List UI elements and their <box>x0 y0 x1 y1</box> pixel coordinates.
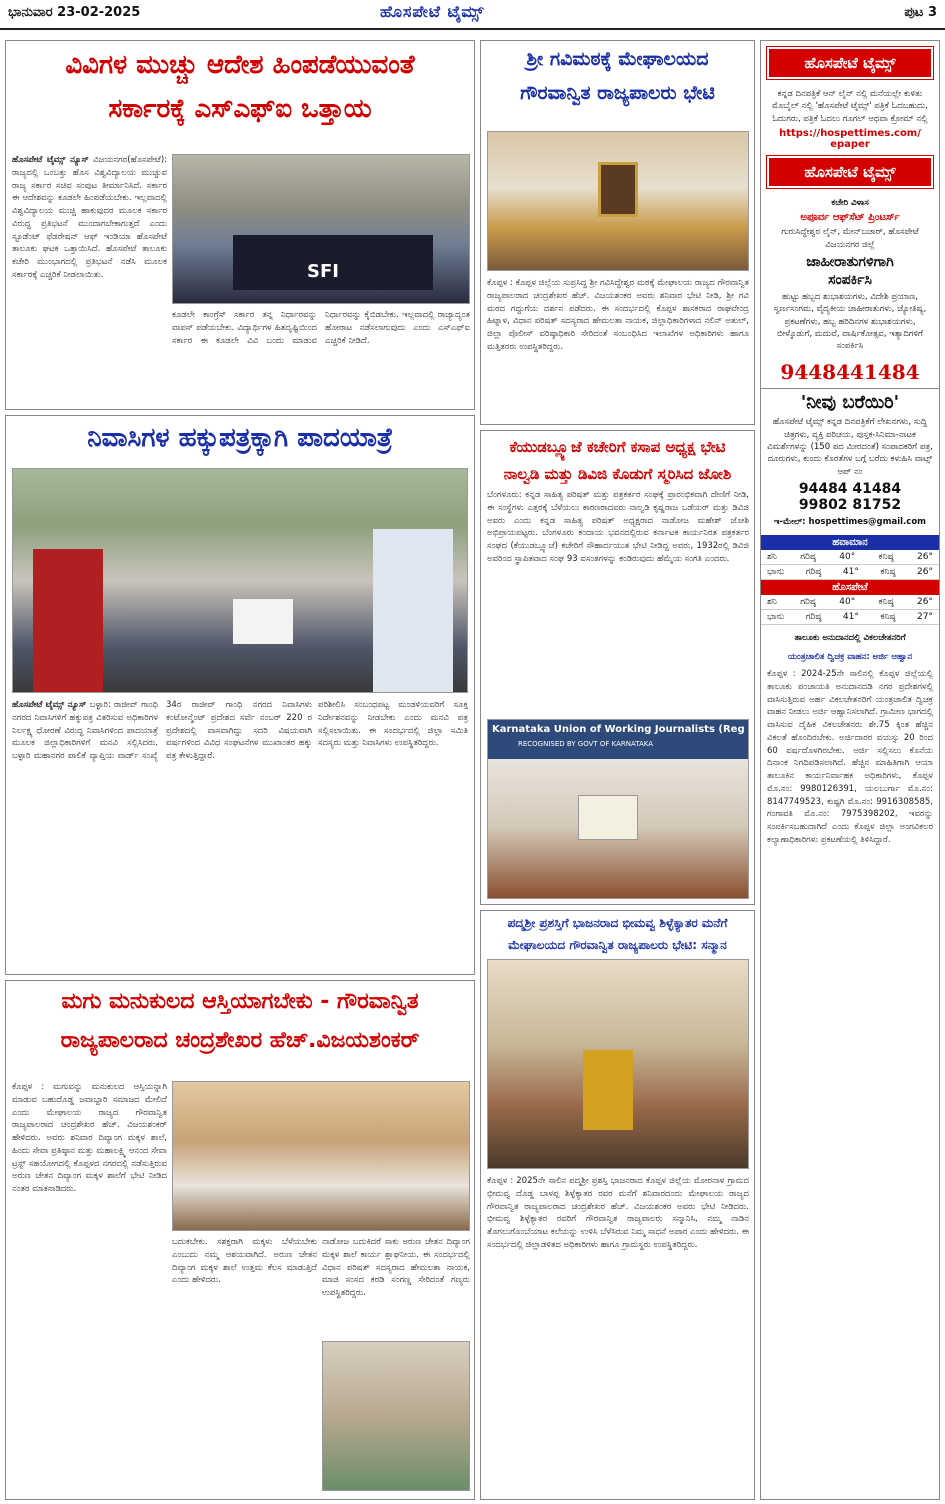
weather-day: ಭಾನು <box>767 612 785 623</box>
article-child-headline-2: ರಾಜ್ಯಪಾಲರಾದ ಚಂದ್ರಶೇಖರ ಹೆಚ್.ವಿಜಯಶಂಕರ್ <box>60 1028 420 1054</box>
article-sfi-dateline: ಹೊಸಪೇಟೆ ಟೈಮ್ಸ್ ನ್ಯೂಸ್ <box>12 155 89 165</box>
kuwj-banner-text: Karnataka Union of Working Journalists (Reg <box>492 724 745 735</box>
ads-list: ಹುಟ್ಟು ಹಬ್ಬದ ಶುಭಾಶಯಗಳು, ವಿದೇಶಿ ಪ್ರಯಾಣ, ಸ್ವರ್ಣಸಂಗಮ, ವೈದ್ಯಕೀಯ ಜಾಹೀರಾತುಗಳು, ಜ್ಯೋತಿಷ್ಯ, ಪ್ರಕಟಣೆಗಳು, ಹಬ್ಬ ಹರಿದಿನಗಳ ಶುಭಾಶಯಗಳು, ಬೀಳ್ಕೊಡುಗೆ, ಮದುವೆ, ವಾರ್ಷಿಕೋತ್ಸವ, ಇತ್ಯಾದಿಗಳಿಗೆ ಸಂಪರ್ಕಿಸಿ <box>773 292 927 352</box>
article-sfi-body-2: ಕೂಡಲೇ ಕಾಂಗ್ರೆಸ್ ಸರ್ಕಾರ ತನ್ನ ನಿರ್ಧಾರವನ್ನು ವಾಪಸ್ ಪಡೆಯಬೇಕು. ವಿದ್ಯಾರ್ಥಿಗಳ ಹಿತದೃಷ್ಟಿಯಿಂದ ಸರ್ಕಾರ ಈ ಕೂಡಲೇ ವಿವಿ ಬಂದು ಮಾಡುವ ನಿರ್ಧಾರವನ್ನು ಕೈಬಿಡಬೇಕು. ಇಲ್ಲವಾದಲ್ಲಿ ರಾಜ್ಯಾದ್ಯಂತ ಹೋರಾಟ ನಡೆಸಲಾಗುವುದು ಎಂದು ಎಸ್‌ಎಫ್‌ಐ ಎಚ್ಚರಿಕೆ ನೀಡಿದೆ. <box>172 310 470 346</box>
page-number: ಪುಟ 3 <box>904 5 937 20</box>
weather-row <box>761 595 939 610</box>
weather-max-label: ಗರಿಷ್ಠ <box>805 612 822 623</box>
weather-min-label: ಕನಿಷ್ಠ <box>880 567 896 578</box>
ad2-printer: ಅಪೂರ್ವ ಆಫ್‌ಸೆಟ್ ಪ್ರಿಂಟರ್ಸ್ <box>800 212 900 224</box>
weather-min-label: ಕನಿಷ್ಠ <box>878 552 894 563</box>
weather-table-2 <box>761 595 939 625</box>
padayatra-photo <box>12 468 468 693</box>
weather-day: ಭಾನು <box>767 567 785 578</box>
sfi-photo-label: SFI <box>307 261 339 282</box>
ad1-epaper[interactable]: epaper <box>830 138 870 150</box>
phone-3[interactable]: 99802 81752 <box>798 496 902 513</box>
article-padmashri <box>480 910 755 1500</box>
phone-2[interactable]: 94484 41484 <box>798 480 902 497</box>
article-kuwj <box>480 430 755 905</box>
neevu-bareyiri: 'ನೀವು ಬರೆಯಿರಿ' <box>761 388 939 414</box>
article-child-heritage <box>5 980 475 1500</box>
article-child-body-2: ಬದುಕಬೇಕು. ಸಶಕ್ತರಾಗಿ ಮಕ್ಕಳು ಬೆಳೆಯಬೇಕು ಎಂಬುದು ನಮ್ಮ ಆಶಯವಾಗಿದೆ. ಅರುಣ ಚೇತನ ದಿವ್ಯಾಂಗ ಮಕ್ಕಳ ಶಾಲೆ ಉತ್ತಮ ಕೆಲಸ ಮಾಡುತ್ತಿದೆ ಎಂದು ಹೇಳಿದರು. <box>172 1237 317 1286</box>
article-padmashri-headline-1: ಪದ್ಮಶ್ರೀ ಪ್ರಶಸ್ತಿಗೆ ಭಾಜನರಾದ ಭೀಮವ್ವ ಶಿಳ್ಳೆಕ್ಯಾತರ ಮನೆಗೆ <box>507 916 728 930</box>
ad1-url[interactable]: https://hospettimes.com/ <box>779 127 921 139</box>
ad2-address: ಗುರುಸಿದ್ಧೇಶ್ವರ ಲೈನ್, ಮೇನ್‌ಬಜಾರ್, ಹೊಸಪೇಟೆ ವಿಜಯನಗರ ಜಿಲ್ಲೆ <box>781 227 919 250</box>
ads-contact-label: ಸಂಪರ್ಕಿಸಿ <box>828 271 872 288</box>
weather-min-label: ಕನಿಷ್ಠ <box>880 612 896 623</box>
weather-row <box>761 610 939 625</box>
article-gavimath-headline-2: ಗೌರವಾನ್ವಿತ ರಾಜ್ಯಪಾಲರು ಭೇಟಿ <box>520 81 715 104</box>
school-visit-photo-1 <box>172 1081 470 1231</box>
weather-min: 26° <box>917 567 933 578</box>
article-gavimath <box>480 40 755 425</box>
article-padayatra-body-2: ಪರಿಶೀಲಿಸಿ ಸಂಬಂಧಪಟ್ಟ ಮಂಡಳಿಯವರಿಗೆ ಸೂಕ್ತ ನಿರ್ದೇಶನವನ್ನು ನೀಡಬೇಕು ಎಂದು ಮನವಿ ಪತ್ರ ಸಲ್ಲಿಸಲಾಯಿತು. ಈ ಸಂದರ್ಭದಲ್ಲಿ ಜಿಲ್ಲಾ ಸಮಿತಿ ಸದಸ್ಯರು ಮತ್ತು ನಿವಾಸಿಗಳು ಉಪಸ್ಥಿತರಿದ್ದರು. <box>318 700 468 749</box>
weather-max: 41° <box>842 567 859 578</box>
issue-date: ಭಾನುವಾರ 23-02-2025 <box>8 5 141 20</box>
ad1-text: ಕನ್ನಡ ದಿನಪತ್ರಿಕೆ ಆನ್ ಲೈನ್ ನಲ್ಲಿ ಮನೆಯಲ್ಲೇ ಕುಳಿತು ಮೊಬೈಲ್ ನಲ್ಲಿ 'ಹೊಸಪೇಟೆ ಟೈಮ್ಸ್' ಪತ್ರಿಕೆ ಓದಬಹುದು, ಓದುಗರು, ಪತ್ರಿಕೆ ಓದಲು ಗೂಗಲ್ ಅಥವಾ ಕ್ರೋಮ್ ನಲ್ಲಿ <box>771 89 929 124</box>
sfi-protest-photo <box>172 154 470 304</box>
weather-day: ಶನಿ <box>767 597 777 608</box>
article-sfi-headline-2: ಸರ್ಕಾರಕ್ಕೆ ಎಸ್‌ಎಫ್‌ಐ ಒತ್ತಾಯ <box>108 93 372 124</box>
article-child-body-3: ನಾಡೋಜ ಬದುಕಿದರೆ ಸಾಕು ಅರುಣ ಚೇತನ ದಿವ್ಯಾಂಗ ಮಕ್ಕಳ ಶಾಲೆ ಕಾರ್ಯ ಶ್ಲಾಘನೀಯ. ಈ ಸಂದರ್ಭದಲ್ಲಿ ವಿಧಾನ ಪರಿಷತ್ ಸದಸ್ಯರಾದ ಹೇಮಲತಾ ನಾಯಕ, ಮಾಜಿ ಸಂಸದ ಕರಡಿ ಸಂಗಣ್ಣ ಸೇರಿದಂತೆ ಗಣ್ಯರು ಉಪಸ್ಥಿತರಿದ್ದರು. <box>322 1237 470 1298</box>
weather-max-label: ಗರಿಷ್ಠ <box>800 597 816 608</box>
calendar-held <box>578 795 638 840</box>
weather-row <box>761 565 939 580</box>
newspaper-title: ಹೊಸಪೇಟೆ ಟೈಮ್ಸ್ <box>380 2 485 21</box>
article-padayatra-body <box>12 699 312 969</box>
article-padayatra-text: ಬಳ್ಳಾರಿ: ರಾಜೀವ್ ಗಾಂಧಿ ನಗರದ ನಿವಾಸಿಗಳಿಗೆ ಹಕ್ಕುಪತ್ರ ವಿತರಿಸುವ ಅಧಿಕಾರಿಗಳ ನಿರ್ಲಕ್ಷ್ಯ ಧೋರಣೆ ವಿರುದ್ಧ ನಿವಾಸಿಗಳಿಂದ ಪಾದಯಾತ್ರೆ ಮೂಲಕ ಜಿಲ್ಲಾಧಿಕಾರಿಗಳಿಗೆ ಮನವಿ ಸಲ್ಲಿಸಿದರು. ಬಳ್ಳಾರಿ ಮಹಾನಗರ ಪಾಲಿಕೆ ವ್ಯಾಪ್ತಿಯ ವಾರ್ಡ್ ಸಂಖ್ಯೆ 34ರ ರಾಜೀವ್ ಗಾಂಧಿ ನಗರದ ನಿವಾಸಿಗಳು ಕಂಟೋನ್ಮೆಂಟ್ ಪ್ರದೇಶದ ಸರ್ವೆ ನಂಬರ್ 220 ರ ಪ್ರದೇಶದಲ್ಲಿ ವಾಸವಾಗಿದ್ದು ಸದರಿ ವಿಷಯವಾಗಿ ವರ್ಷಗಳಿಂದ ವಿವಿಧ ಸಂಘಟನೆಗಳ ಮುಖಾಂತರ ಹಕ್ಕು ಪತ್ರ ಕೇಳುತ್ತಿದ್ದಾರೆ. <box>12 700 312 761</box>
side-news-head-2: ಯಂತ್ರಚಾಲಿತ ದ್ವಿಚಕ್ರ ವಾಹನ: ಅರ್ಜಿ ಆಹ್ವಾನ <box>787 651 913 662</box>
weather-table <box>761 550 939 580</box>
gavimath-photo <box>487 131 749 271</box>
kuwj-banner-subtext: RECOGNISED BY GOVT OF KARNATAKA <box>518 740 654 748</box>
weather-city-2: ಹೊಸಪೇಟೆ <box>761 580 939 595</box>
article-child-body: ಕೊಪ್ಪಳ : ಮಗುವನ್ನು ಮನುಕುಲದ ಆಸ್ತಿಯನ್ನಾಗಿ ಮಾಡುವ ಬಹುದೊಡ್ಡ ಜವಾಬ್ದಾರಿ ಸಮಾಜದ ಮೇಲಿದೆ ಎಂದು ಮೇಘಾಲಯ ರಾಜ್ಯದ ಗೌರವಾನ್ವಿತ ರಾಜ್ಯಪಾಲರಾದ ಚಂದ್ರಶೇಖರ ಹೆಚ್. ವಿಜಯಶಂಕರ್ ಹೇಳಿದರು. ಅವರು ಶನಿವಾರ ದಿವ್ಯಾಂಗ ಮಕ್ಕಳ ಶಾಲೆ, ಹಿಂದು ಸೇವಾ ಪ್ರತಿಷ್ಠಾನ ಮತ್ತು ಮಹಾಲಕ್ಷ್ಮಿ ಆನಂದ ಸೇವಾ ಟ್ರಸ್ಟ್ ಸಹಯೋಗದಲ್ಲಿ ಕೊಪ್ಪಳದ ನಗರದಲ್ಲಿ ನಡೆಸುತ್ತಿರುವ ಅರುಣ ಚೇತನ ದಿವ್ಯಾಂಗ ಮಕ್ಕಳ ಶಾಲೆಗೆ ಭೇಟಿ ನೀಡಿದ ನಂತರ ಮಾತನಾಡಿದರು. <box>12 1082 167 1194</box>
article-sfi-body <box>12 154 167 404</box>
ads-call-label: ಜಾಹೀರಾತುಗಳಿಗಾಗಿ <box>806 253 894 270</box>
weather-min: 26° <box>917 552 933 563</box>
article-sfi <box>5 40 475 410</box>
article-padayatra-headline: ನಿವಾಸಿಗಳ ಹಕ್ಕುಪತ್ರಕ್ಕಾಗಿ ಪಾದಯಾತ್ರೆ <box>87 423 393 453</box>
neevu-text: ಹೊಸಪೇಟೆ ಟೈಮ್ಸ್ ಕನ್ನಡ ದಿನಪತ್ರಿಕೆಗೆ ಲೇಖನಗಳು, ಸುದ್ದಿ ಚಿತ್ರಗಳು, ವ್ಯಕ್ತಿ ಪರಿಚಯ, ಪುಸ್ತಕ-ಸಿನಿಮಾ-ನಾಟಕ ವಿಮರ್ಶೆಗಳನ್ನು (150 ಪದ ಮೀರದಂತೆ) ಸಂಪಾದಕರಿಗೆ ಪತ್ರ, ದೂರುಗಳು, ಕುಂದು ಕೊರತೆಗಳ ಬಗ್ಗೆ ಬರೆದು ಕಳುಹಿಸಿ ವಾಟ್ಸ್ ಆಪ್ ನಂ <box>767 417 933 477</box>
weather-max: 40° <box>839 597 856 608</box>
ad1-header: ಹೊಸಪೇಟೆ ಟೈಮ್ಸ್ <box>767 47 933 79</box>
article-sfi-headline-1: ವಿವಿಗಳ ಮುಚ್ಚು ಆದೇಶ ಹಿಂಪಡೆಯುವಂತೆ <box>65 50 415 80</box>
honoree-shawl <box>583 1050 633 1130</box>
ad2-header: ಹೊಸಪೇಟೆ ಟೈಮ್ಸ್ <box>767 156 933 188</box>
article-child-headline-1: ಮಗು ಮನುಕುಲದ ಆಸ್ತಿಯಾಗಬೇಕು - ಗೌರವಾನ್ವಿತ <box>61 989 419 1014</box>
phone-big[interactable]: 9448441484 <box>780 359 920 384</box>
article-gavimath-headline-1: ಶ್ರೀ ಗವಿಮಠಕ್ಕೆ ಮೇಘಾಲಯದ <box>526 48 709 70</box>
memorandum-paper <box>233 599 293 644</box>
weather-min-label: ಕನಿಷ್ಠ <box>878 597 894 608</box>
article-kuwj-body: ಬೆಂಗಳೂರು: ಕನ್ನಡ ಸಾಹಿತ್ಯ ಪರಿಷತ್ ಮತ್ತು ಪತ್ರಕರ್ತರ ಸಂಘಕ್ಕೆ ಪ್ರಾರಂಭಿಕವಾಗಿ ದೇಣಿಗೆ ನೀಡಿ, ಈ ಸಂಸ್ಥೆಗಳು ಎತ್ತರಕ್ಕೆ ಬೆಳೆಯಲು ಕಾರಣರಾದವರು ನಾಲ್ವಡಿ ಕೃಷ್ಣರಾಜ ಒಡೆಯರ್ ಮತ್ತು ಡಿವಿಜಿ ಅವರು ಎಂದು ಕನ್ನಡ ಸಾಹಿತ್ಯ ಪರಿಷತ್ ಅಧ್ಯಕ್ಷರಾದ ನಾಡೋಜ ಮಹೇಶ್ ಜೋಶಿ ಅಭಿಪ್ರಾಯಪಟ್ಟರು. ಬೆಂಗಳೂರು ಕಂದಾಯ ಭವನದಲ್ಲಿರುವ ಕರ್ನಾಟಕ ಕಾರ್ಯನಿರತ ಪತ್ರಕರ್ತರ ಸಂಘದ (ಕೆಯುಡಬ್ಲ್ಯೂಜೆ) ಕಚೇರಿಗೆ ಸೌಹಾರ್ದಯುತ ಭೇಟಿ ನೀಡಿದ್ದ ಅವರು, 1932ರಲ್ಲಿ ಡಿವಿಜಿ ಅವರಿಂದ ಸ್ಥಾಪಿತವಾದ ಸಂಘ 93 ವಸಂತಗಳನ್ನು ಕಂಡಿರುವುದು ಹೆಮ್ಮೆಯ ಸಂಗತಿ ಎಂದರು. <box>487 490 749 564</box>
email-address[interactable]: hospettimes@gmail.com <box>808 517 927 528</box>
article-padmashri-headline-2: ಮೇಘಾಲಯದ ಗೌರವಾನ್ವಿತ ರಾಜ್ಯಪಾಲರು ಭೇಟಿ: ಸನ್ಮಾನ <box>508 937 727 952</box>
weather-min: 27° <box>917 612 933 623</box>
weather-day: ಶನಿ <box>767 552 777 563</box>
article-gavimath-body: ಕೊಪ್ಪಳ : ಕೊಪ್ಪಳ ಜಿಲ್ಲೆಯ ಸುಪ್ರಸಿದ್ಧ ಶ್ರೀ ಗವಿಸಿದ್ಧೇಶ್ವರ ಮಠಕ್ಕೆ ಮೇಘಾಲಯ ರಾಜ್ಯದ ಗೌರವಾನ್ವಿತ ರಾಜ್ಯಪಾಲರಾದ ಚಂದ್ರಶೇಖರ ಹೆಚ್. ವಿಜಯಶಂಕರ ಅವರು ಶನಿವಾರ ಭೇಟಿ ನೀಡಿ, ಶ್ರೀ ಗವಿ ಮಠದ ಗದ್ದುಗೆಯ ದರ್ಶನ ಪಡೆದರು. ಈ ಸಂದರ್ಭದಲ್ಲಿ ಕೊಪ್ಪಳ ಶಾಸಕರಾದ ರಾಘವೇಂದ್ರ ಹಿಟ್ನಾಳ, ವಿಧಾನ ಪರಿಷತ್ ಸದಸ್ಯರಾದ ಹೇಮಲತಾ ನಾಯಕ, ಜಿಲ್ಲಾಧಿಕಾರಿಗಳಾದ ನಲಿನ್ ಅತುಲ್, ಜಿಲ್ಲಾ ಪೊಲೀಸ್ ವರಿಷ್ಠಾಧಿಕಾರಿ ಸೇರಿದಂತೆ ಸಂಬಂಧಿಸಿದ ಇಲಾಖೆಗಳ ಅಧಿಕಾರಿಗಳು ಹಾಗೂ ಮತ್ತಿತರರು ಉಪಸ್ಥಿತರಿದ್ದರು. <box>487 278 749 352</box>
school-visit-photo-2 <box>322 1341 470 1491</box>
kuwj-photo <box>487 719 749 899</box>
side-news-head-1: ತಾಲೂಕು ಅನುದಾನದಲ್ಲಿ ವಿಕಲಚೇತನರಿಗೆ <box>794 633 906 644</box>
article-kuwj-headline-2: ನಾಲ್ವಡಿ ಮತ್ತು ಡಿವಿಜಿ ಕೊಡುಗೆ ಸ್ಮರಿಸಿದ ಜೋಶಿ <box>503 465 732 484</box>
email-line <box>761 513 939 531</box>
weather-min: 26° <box>917 597 933 608</box>
article-kuwj-headline-1: ಕೆಯುಡಬ್ಲ್ಯೂಜೆ ಕಚೇರಿಗೆ ಕಸಾಪ ಅಧ್ಯಕ್ಷ ಭೇಟಿ <box>509 438 726 456</box>
sidebar-ads <box>760 40 940 1500</box>
weather-max-label: ಗರಿಷ್ಠ <box>800 552 816 563</box>
article-padayatra-dateline: ಹೊಸಪೇಟೆ ಟೈಮ್ಸ್ ನ್ಯೂಸ್ <box>12 700 87 710</box>
side-news-body: ಕೊಪ್ಪಳ : 2024-25ನೇ ಸಾಲಿನಲ್ಲಿ ಕೊಪ್ಪಳ ಜಿಲ್ಲೆಯಲ್ಲಿ ತಾಲೂಕು ಪಂಚಾಯತಿ ಅನುದಾನದಡಿ ನಗರ ಪ್ರದೇಶಗಳಲ್ಲಿ ವಾಸಿಸುತ್ತಿರುವ ಅರ್ಹ ವಿಕಲಚೇತನರಿಗೆ ಯಂತ್ರಚಾಲಿತ ದ್ವಿಚಕ್ರ ವಾಹನ ನೀಡಲು ಅರ್ಜಿ ಆಹ್ವಾನಿಸಲಾಗಿದೆ. ಗ್ರಾಮೀಣ ಭಾಗದಲ್ಲಿ ವಾಸಿಸುವ ದೈಹಿಕ ವಿಕಲಚೇತನರು ಶೇ.75 ಕ್ಕಿಂತ ಹೆಚ್ಚಿನ ವಿಕಲತೆ ಹೊಂದಿರಬೇಕು. ಅರ್ಜಿದಾರರ ವಯಸ್ಸು 20 ರಿಂದ 60 ವರ್ಷದೊಳಗಿರಬೇಕು. ಅರ್ಜಿ ಸಲ್ಲಿಸಲು ಕೊನೆಯ ದಿನಾಂಕ ನಿಗದಿಪಡಿಸಲಾಗಿದೆ. ಹೆಚ್ಚಿನ ಮಾಹಿತಿಗಾಗಿ ಆಯಾ ತಾಲೂಕಿನ ಕಾರ್ಯನಿರ್ವಾಹಕ ಅಧಿಕಾರಿಗಳು, ಕೊಪ್ಪಳ ಮೊ.ನಂ: 9980126391, ಯಲಬುರ್ಗಾ ಮೊ.ನಂ: 8147749523, ಕುಷ್ಟಗಿ ಮೊ.ನಂ: 9916308585, ಗಂಗಾವತಿ ಮೊ.ನಂ: 7975398202, ಇವರನ್ನು ಸಂಪರ್ಕಿಸಬಹುದಾಗಿದೆ ಎಂದು ಕೊಪ್ಪಳ ಜಿಲ್ಲಾ ಅಂಗವಿಕಲರ ಕಲ್ಯಾಣಾಧಿಕಾರಿಗಳು ಪ್ರಕಟಣೆಯಲ್ಲಿ ತಿಳಿಸಿದ್ದಾರೆ. <box>767 669 933 845</box>
weather-max-label: ಗರಿಷ್ಠ <box>805 567 822 578</box>
email-label: ಇ-ಮೇಲ್: <box>773 517 806 528</box>
article-sfi-text: ವಿಜಯನಗರ(ಹೊಸಪೇಟೆ): ರಾಜ್ಯದಲ್ಲಿ ಒಂಬತ್ತು ಹೊಸ ವಿಶ್ವವಿದ್ಯಾಲಯ ಮುಚ್ಚುವ ರಾಜ್ಯ ಸರ್ಕಾರ ಸಚಿವ ಸಂಪುಟ ತೀರ್ಮಾನಿಸಿದೆ. ಸರ್ಕಾರ ಈ ಆದೇಶವನ್ನು ಕೂಡಲೇ ಹಿಂಪಡೆಯಬೇಕು. ಇಲ್ಲವಾದಲ್ಲಿ ವಿಶ್ವವಿದ್ಯಾಲಯ ಮುಚ್ಚಿ ಹಾಕುವುದರ ಮೂಲಕ ಸರ್ಕಾರ ವಿರುದ್ಧ ಪ್ರತಿಭಟನೆ ಮುಂದಾಗಬೇಕಾಗುತ್ತದೆ ಎಂದು ಸ್ಟೂಡೆಂಟ್ ಫೆಡರೇಷನ್ ಆಫ್ ಇಂಡಿಯಾ ಹೊಸಪೇಟೆ ತಾಲೂಕು ಘಟಕ ಒತ್ತಾಯಿಸಿದೆ. ಹೊಸಪೇಟೆ ತಾಲೂಕು ಕಚೇರಿ ಮುಂಭಾಗದಲ್ಲಿ ಪ್ರತಿಭಟನೆ ನಡೆಸಿ ಮೂಲಕ ಸರ್ಕಾರಕ್ಕೆ ಎಚ್ಚರಿಕೆ ನೀಡಲಾಯಿತು. <box>12 155 167 280</box>
weather-max: 41° <box>842 612 859 623</box>
person-white-shirt <box>373 529 453 693</box>
padmashri-photo <box>487 959 749 1169</box>
weather-row <box>761 550 939 565</box>
ad2-office: ಕಚೇರಿ ವಿಳಾಸ <box>831 197 869 208</box>
weather-max: 40° <box>839 552 856 563</box>
framed-portrait <box>598 162 638 217</box>
weather-title: ಹವಾಮಾನ <box>761 535 939 550</box>
person-red-shirt <box>33 549 103 693</box>
article-padmashri-body: ಕೊಪ್ಪಳ : 2025ನೇ ಸಾಲಿನ ಪದ್ಮಶ್ರೀ ಪ್ರಶಸ್ತಿ ಭಾಜನರಾದ ಕೊಪ್ಪಳ ಜಿಲ್ಲೆಯ ಮೋರನಾಳ ಗ್ರಾಮದ ಭೀಮವ್ವ ದೊಡ್ಡ ಬಾಳಪ್ಪ ಶಿಳ್ಳೆಕ್ಯಾತರ ರವರ ಮನೆಗೆ ಶನಿವಾರದಂದು ಮೇಘಾಲಯ ರಾಜ್ಯದ ಗೌರವಾನ್ವಿತ ರಾಜ್ಯಪಾಲರಾದ ಚಂದ್ರಶೇಖರ ಹೆಚ್. ವಿಜಯಶಂಕರ ಅವರು ಭೇಟಿ ನೀಡಿದರು. ಭೀಮವ್ವ ಶಿಳ್ಳೆಕ್ಯಾತರ ರವರಿಗೆ ಗೌರವಾನ್ವಿತ ರಾಜ್ಯಪಾಲರು ಸನ್ಮಾನಿಸಿ, ನಮ್ಮ ನಾಡಿನ ತೊಗಲುಗೊಂಬೆಯಾಟ ಕಲೆಯನ್ನು ಉಳಿಸಿ ಬೆಳೆಸಿರುವ ನಿಮ್ಮ ಸಾಧನೆ ಅಪಾರ ಎಂದು ಹೇಳಿದರು. ಈ ಸಂದರ್ಭದಲ್ಲಿ ಜಿಲ್ಲಾಡಳಿತದ ಅಧಿಕಾರಿಗಳು ಹಾಗೂ ಗ್ರಾಮಸ್ಥರು ಉಪಸ್ಥಿತರಿದ್ದರು. <box>487 1176 749 1250</box>
masthead <box>0 0 945 30</box>
article-padayatra <box>5 415 475 975</box>
